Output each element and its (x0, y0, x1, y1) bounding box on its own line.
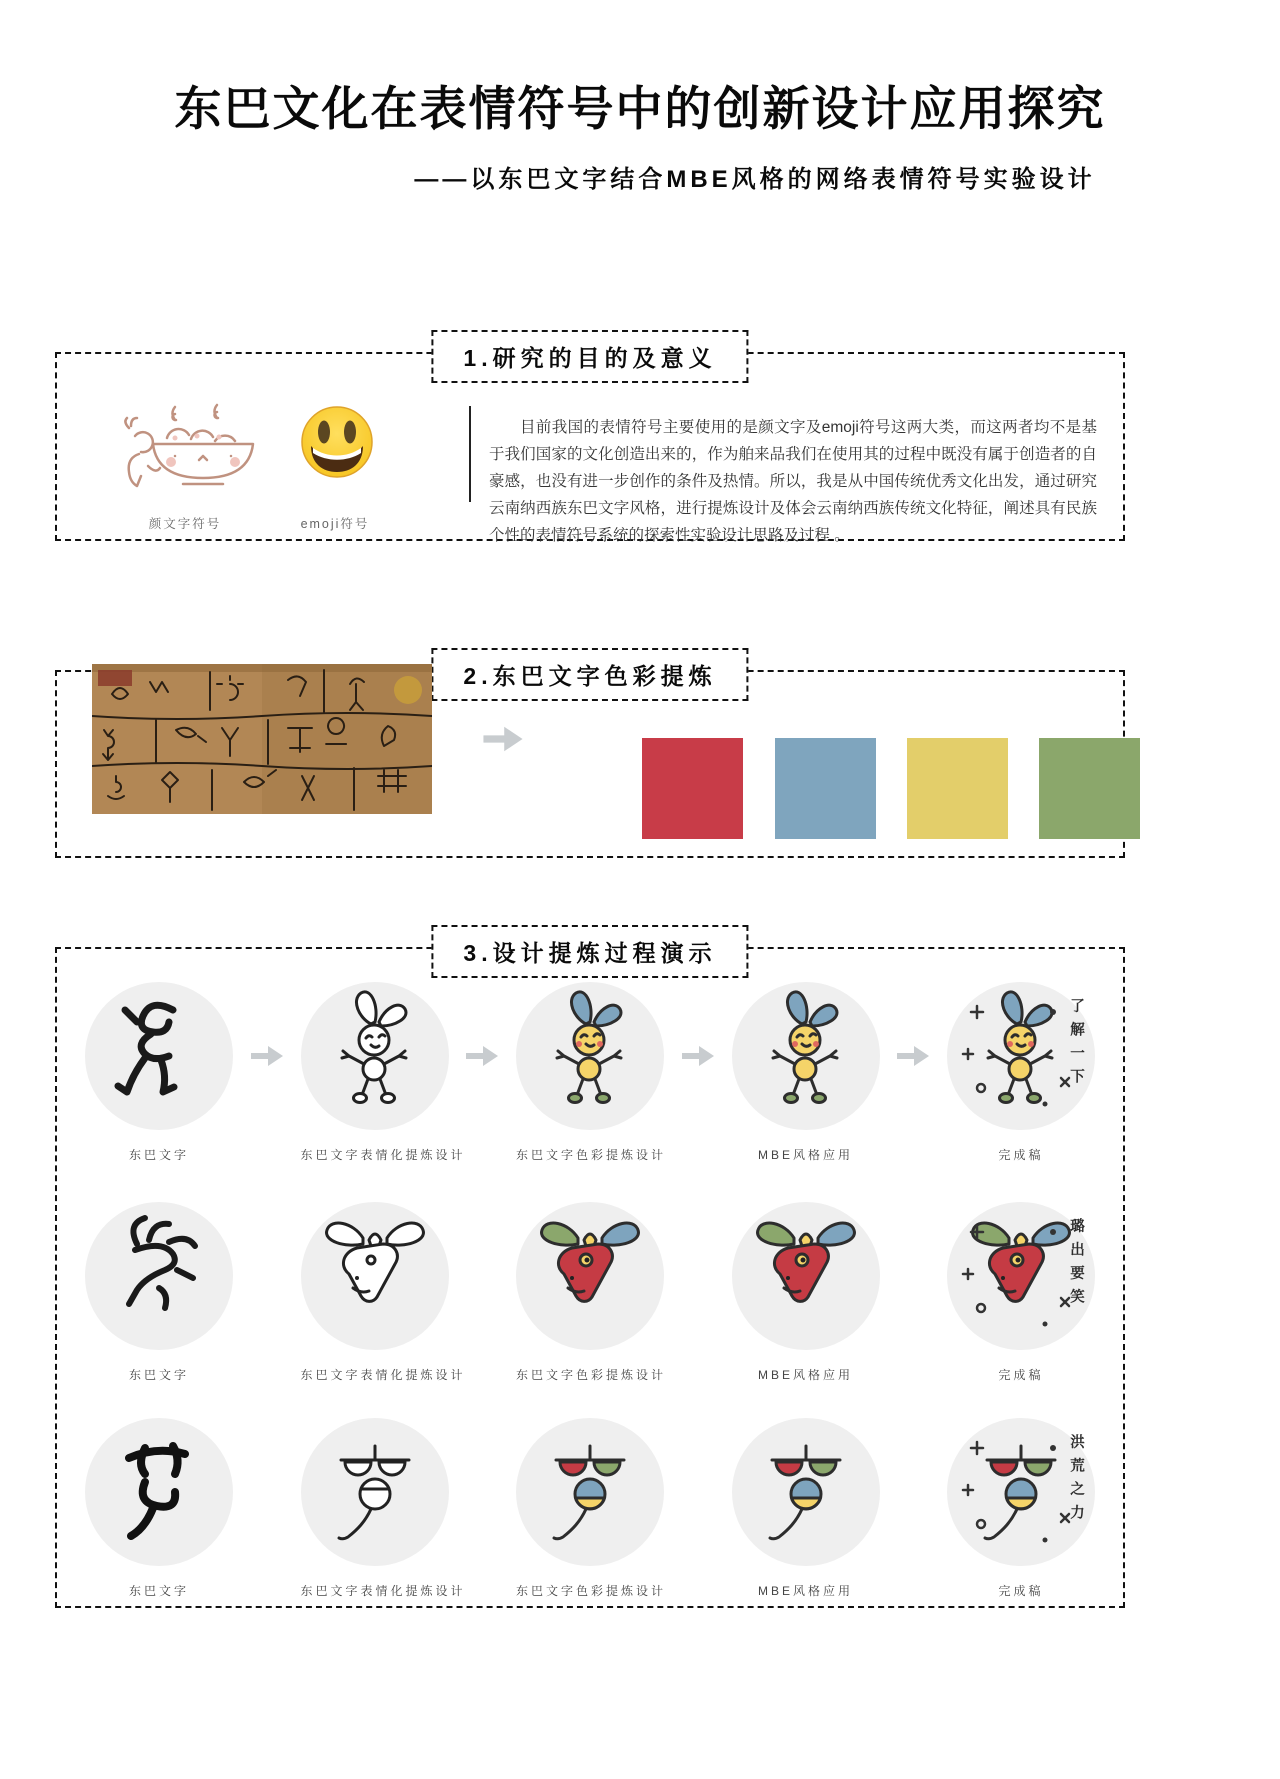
smiley-emoji-icon (297, 402, 377, 482)
section3-title: 3.设计提炼过程演示 (431, 925, 748, 978)
final-sticker-text: 洪荒之力 (1068, 1434, 1084, 1528)
stage-mbe (732, 982, 880, 1163)
emoji-illustration (297, 402, 377, 487)
dongba-glyph-ox-icon (85, 1202, 233, 1350)
stage-mbe (732, 1202, 880, 1383)
stage-label: 东巴文字 (128, 1368, 189, 1382)
arrow-right-icon (680, 1044, 716, 1073)
line-art-person-icon (301, 982, 449, 1130)
stage-label: 东巴文字表情化提炼设计 (300, 1368, 466, 1382)
color-swatch-green (1039, 738, 1140, 839)
dongba-glyph-plant-icon (85, 1418, 233, 1566)
section1-title: 1.研究的目的及意义 (431, 330, 748, 383)
stage-label: 东巴文字表情化提炼设计 (300, 1584, 466, 1598)
arrow-right-icon (464, 1044, 500, 1073)
stage-colored (516, 1202, 667, 1383)
kaomoji-caption: 颜文字符号 (148, 517, 222, 531)
stage-final (947, 982, 1095, 1163)
dongba-glyph-person-icon (85, 982, 233, 1130)
stage-dongba-glyph (85, 982, 233, 1163)
stage-final (947, 1418, 1095, 1599)
stage-dongba-glyph (85, 1418, 233, 1599)
stage-label: 东巴文字色彩提炼设计 (516, 1148, 667, 1162)
color-swatch-blue (775, 738, 876, 839)
arrow-right-icon (895, 1044, 931, 1073)
page-subtitle: ——以东巴文字结合MBE风格的网络表情符号实验设计 (414, 166, 1096, 193)
kaomoji-illustration (105, 398, 270, 503)
stage-label: MBE风格应用 (757, 1148, 853, 1162)
final-person-icon (947, 982, 1095, 1130)
stage-label: 东巴文字 (128, 1584, 189, 1598)
stage-label: 完成稿 (998, 1368, 1044, 1382)
stage-dongba-glyph (85, 1202, 233, 1383)
mbe-plant-icon (732, 1418, 880, 1566)
stage-colored (516, 1418, 667, 1599)
stage-label: MBE风格应用 (757, 1584, 853, 1598)
section-design-process (55, 940, 1125, 1608)
arrow-right-icon (249, 1044, 285, 1073)
colored-person-icon (516, 982, 664, 1130)
process-row-ox (85, 1202, 1095, 1383)
color-swatch-red (642, 738, 743, 839)
mbe-ox-icon (732, 1202, 880, 1350)
research-paragraph: 目前我国的表情符号主要使用的是颜文字及emoji符号这两大类，而这两者均不是基于我们国家的文化创造出来的，作为舶来品我们在使用其的过程中既没有属于创造者的自豪感，也没有进一步创作的条件及热情。所以，我是从中国传统优秀文化出发，通过研究云南纳西族东巴文字风格，进行提炼设计及体会云南纳西族传统文化特征，阐述具有民族个性的表情符号系统的探索性实验设计思路及过程 。 (489, 418, 1097, 544)
stage-label: 完成稿 (998, 1148, 1044, 1162)
colored-plant-icon (516, 1418, 664, 1566)
stage-final (947, 1202, 1095, 1383)
stage-mbe (732, 1418, 880, 1599)
final-sticker-text: 璐出要笑 (1068, 1218, 1084, 1312)
stage-colored (516, 982, 667, 1163)
section-research-purpose (55, 345, 1125, 544)
page-title: 东巴文化在表情符号中的创新设计应用探究 (174, 82, 1106, 135)
stage-line-art (300, 982, 466, 1163)
kaomoji-bowl-icon (105, 398, 270, 498)
process-row-plant (85, 1418, 1095, 1599)
arrow-right-icon (481, 724, 525, 759)
final-ox-icon (947, 1202, 1095, 1350)
stage-line-art (300, 1202, 466, 1383)
stage-label: MBE风格应用 (757, 1368, 853, 1382)
stage-label: 东巴文字 (128, 1148, 189, 1162)
vertical-divider (469, 406, 471, 502)
poster-page (0, 72, 1280, 1779)
dongba-manuscript-image (92, 664, 432, 814)
final-sticker-text: 了解一下 (1068, 998, 1084, 1092)
process-row-person (85, 982, 1095, 1163)
mbe-person-icon (732, 982, 880, 1130)
section2-title: 2.东巴文字色彩提炼 (431, 648, 748, 701)
stage-label: 完成稿 (998, 1584, 1044, 1598)
stage-label: 东巴文字表情化提炼设计 (300, 1148, 466, 1162)
line-art-ox-icon (301, 1202, 449, 1350)
emoji-caption: emoji符号 (300, 517, 370, 531)
colored-ox-icon (516, 1202, 664, 1350)
line-art-plant-icon (301, 1418, 449, 1566)
stage-line-art (300, 1418, 466, 1599)
color-swatch-yellow (907, 738, 1008, 839)
final-plant-icon (947, 1418, 1095, 1566)
stage-label: 东巴文字色彩提炼设计 (516, 1584, 667, 1598)
section-color-extraction (55, 663, 1125, 858)
stage-label: 东巴文字色彩提炼设计 (516, 1368, 667, 1382)
